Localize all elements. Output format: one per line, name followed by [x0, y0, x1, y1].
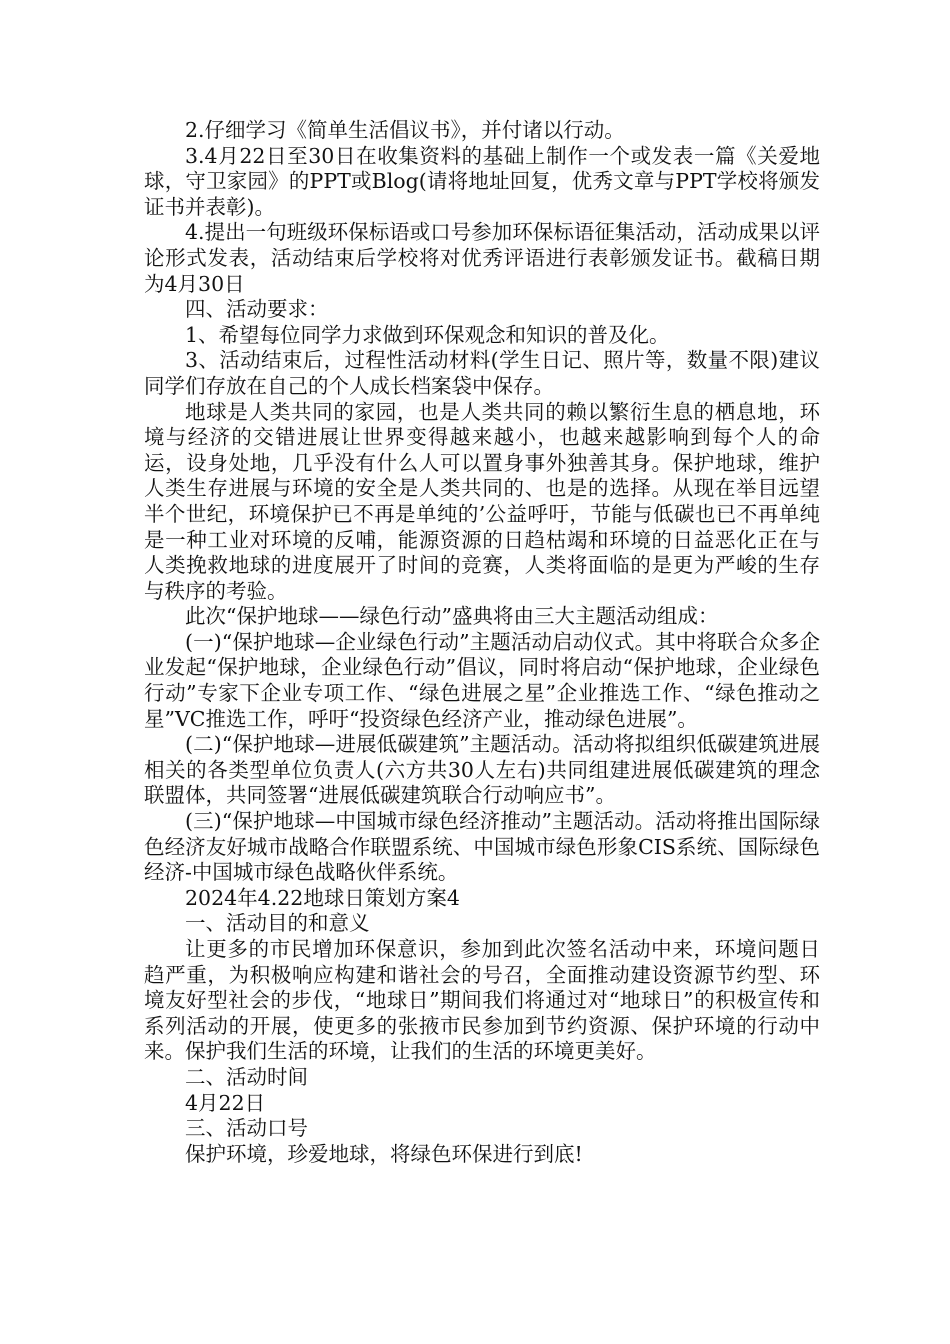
section-heading-requirements: 四、活动要求： [185, 297, 329, 322]
document-page [144, 118, 820, 1167]
paragraph-slogan-task: 4.提出一句班级环保标语或口号参加环保标语征集活动，活动成果以评论形式发表，活动结束后学校将对优秀评语进行表彰颁发证书。截稿日期为4月30日 [144, 220, 820, 296]
paragraph-date: 4月22日 [185, 1090, 266, 1115]
paragraph-slogan: 保护环境，珍爱地球，将绿色环保进行到底! [185, 1141, 583, 1166]
paragraph-earth-home: 地球是人类共同的家园，也是人类共同的赖以繁衍生息的栖息地，环境与经济的交错进展让世界变得越来越小，也越来越影响到每个人的命运，设身处地，几乎没有什么人可以置身事外独善其身。保护地球，维护人类生存进展与环境的安全是人类共同的、也是的选择。从现在举目远望半个世纪，环境保护已不再是单纯的’公益呼吁，节能与低碳也已不再单纯是一种工业对环境的反哺，能源资源的日趋枯竭和环境的日益恶化正在与人类挽救地球的进度展开了时间的竞赛，人类将面临的是更为严峻的生存与秩序的考验。 [144, 399, 820, 603]
section-heading-purpose: 一、活动目的和意义 [185, 911, 370, 936]
paragraph-ppt-blog-task: 3.4月22日至30日在收集资料的基础上制作一个或发表一篇《关爱地球，守卫家园》的PPT或Blog(请将地址回复，优秀文章与PPT学校将颁发证书并表彰)。 [144, 143, 820, 219]
paragraph-ceremony-intro: 此次“保护地球——绿色行动”盛典将由三大主题活动组成： [185, 604, 719, 629]
section-heading-slogan: 三、活动口号 [185, 1116, 308, 1141]
paragraph-requirement-1: 1、希望每位同学力求做到环保观念和知识的普及化。 [185, 322, 670, 347]
paragraph-purpose: 让更多的市民增加环保意识，参加到此次签名活动中来，环境问题日趋严重，为积极响应构建和谐社会的号召，全面推动建设资源节约型、环境友好型社会的步伐，“地球日”期间我们将通过对“地球日”的积极宣传和系列活动的开展，使更多的张掖市民参加到节约资源、保护环境的行动中来。保护我们生活的环境，让我们的生活的环境更美好。 [144, 937, 820, 1064]
section-heading-time: 二、活动时间 [185, 1064, 308, 1089]
paragraph-activity-three: (三)“保护地球—中国城市绿色经济推动”主题活动。活动将推出国际绿色经济友好城市战略合作联盟系统、中国城市绿色形象CIS系统、国际绿色经济-中国城市绿色战略伙伴系统。 [144, 809, 820, 885]
paragraph-study-proposal: 2.仔细学习《简单生活倡议书》，并付诸以行动。 [185, 118, 625, 142]
paragraph-activity-two: (二)“保护地球—进展低碳建筑”主题活动。活动将拟组织低碳建筑进展相关的各类型单位负责人(六方共30人左右)共同组建进展低碳建筑的理念联盟体，共同签署“进展低碳建筑联合行动响应书”。 [144, 732, 820, 808]
paragraph-requirement-3: 3、活动结束后，过程性活动材料(学生日记、照片等，数量不限)建议同学们存放在自己的个人成长档案袋中保存。 [144, 348, 820, 398]
paragraph-activity-one: (一)“保护地球—企业绿色行动”主题活动启动仪式。其中将联合众多企业发起“保护地球，企业绿色行动”倡议，同时将启动“保护地球，企业绿色行动”专家下企业专项工作、“绿色进展之星”企业推选工作、“绿色推动之星”VC推选工作，呼吁“投资绿色经济产业，推动绿色进展”。 [144, 629, 820, 731]
plan-title: 2024年4.22地球日策划方案4 [185, 885, 460, 910]
